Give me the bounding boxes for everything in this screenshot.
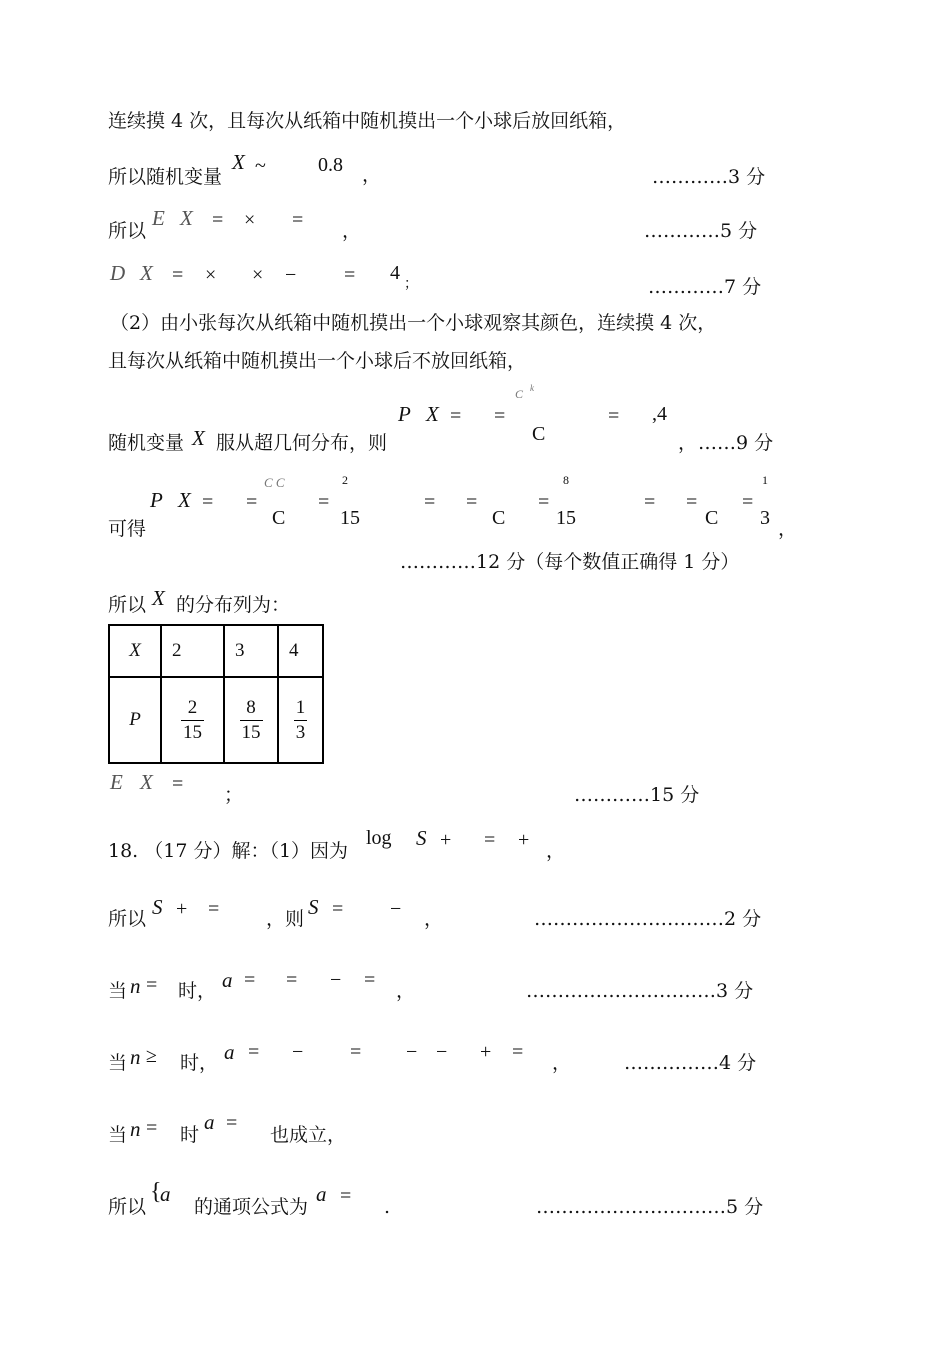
math-symbol: = <box>512 1041 524 1063</box>
text-line: 当 <box>108 1052 128 1074</box>
math-symbol: = <box>292 209 304 231</box>
score-mark: ……………4 分 <box>624 1052 757 1074</box>
math-symbol: = <box>212 209 224 231</box>
math-symbol: − <box>330 969 342 991</box>
table-cell: 4 <box>278 625 323 677</box>
math-var: X <box>232 150 245 174</box>
score-mark: …………12 分（每个数值正确得 1 分） <box>400 551 740 573</box>
math-var: X <box>140 770 153 794</box>
math-var: S <box>416 826 427 850</box>
math-symbol: = <box>644 491 656 513</box>
math-symbol: = <box>608 405 620 427</box>
math-symbol: = <box>226 1112 238 1134</box>
math-symbol: + <box>440 829 452 851</box>
text-punct: ， <box>546 840 566 862</box>
text-punct: ， <box>396 980 416 1002</box>
math-var: D <box>110 261 126 285</box>
math-symbol: = <box>332 898 344 920</box>
text-line: 且每次从纸箱中随机摸出一个小球后不放回纸箱， <box>108 350 527 372</box>
math-var: S <box>308 895 319 919</box>
text-line: （2）由小张每次从纸箱中随机摸出一个小球观察其颜色，连续摸 4 次， <box>110 312 717 334</box>
text-line: 所以随机变量 <box>108 166 223 188</box>
text-line: 时， <box>180 1052 219 1074</box>
math-symbol: − <box>292 1041 304 1063</box>
score-mark: …………15 分 <box>574 784 700 806</box>
math-symbol: = <box>450 405 462 427</box>
math-symbol: − <box>390 898 402 920</box>
text-line: 随机变量 <box>108 432 185 454</box>
score-mark: …………7 分 <box>648 276 762 298</box>
math-symbol: = <box>244 969 256 991</box>
math-number: 1 <box>762 473 768 487</box>
table-header-cell: X <box>109 625 161 677</box>
text-punct: ； <box>404 276 418 292</box>
math-symbol: = <box>318 491 330 513</box>
text-line: 时， <box>178 980 217 1002</box>
score-mark: …………………………3 分 <box>526 980 754 1002</box>
math-symbol: = <box>424 491 436 513</box>
math-symbol: = <box>202 491 214 513</box>
math-symbol: − <box>285 264 297 286</box>
score-mark: …………3 分 <box>652 166 766 188</box>
text-line: ，则 <box>266 908 305 930</box>
math-var: n <box>130 1045 141 1069</box>
math-var: X <box>426 402 439 426</box>
math-var: C <box>515 387 524 401</box>
math-symbol: = <box>686 491 698 513</box>
math-symbol: = <box>494 405 506 427</box>
text-line: 时 <box>180 1124 200 1146</box>
text-line: 所以 <box>108 594 147 616</box>
table-cell <box>224 677 278 763</box>
fraction <box>294 696 308 745</box>
text-line: 连续摸 4 次，且每次从纸箱中随机摸出一个小球后放回纸箱， <box>108 110 627 132</box>
math-symbol: = <box>246 491 258 513</box>
fraction-numerator: 8 <box>240 696 263 721</box>
math-function: log <box>366 827 392 849</box>
math-var: C <box>532 423 546 445</box>
fraction-denominator: 15 <box>183 721 202 743</box>
math-symbol: ≥ <box>146 1045 157 1067</box>
text-line: 所以 <box>108 908 147 930</box>
math-number: 8 <box>563 473 569 487</box>
fraction-denominator: 3 <box>295 721 306 743</box>
text-line: 当 <box>108 1124 128 1146</box>
math-symbol: = <box>466 491 478 513</box>
math-symbol: × <box>252 264 264 286</box>
math-var: P <box>398 402 411 426</box>
math-symbol: = <box>248 1041 260 1063</box>
table-cell: 3 <box>224 625 278 677</box>
table-header-cell: P <box>109 677 161 763</box>
math-index: k <box>530 383 534 393</box>
math-number: 4 <box>390 262 400 284</box>
table-cell <box>278 677 323 763</box>
score-mark: …………………………2 分 <box>534 908 762 930</box>
math-number: 2 <box>342 473 348 487</box>
text-line: 18. （17 分）解：（1）因为 <box>108 840 349 862</box>
math-var: C <box>492 507 506 529</box>
math-number: 15 <box>340 507 360 529</box>
math-var: n <box>130 1117 141 1141</box>
math-symbol: − <box>406 1041 418 1063</box>
math-var: a <box>224 1040 235 1064</box>
math-var: C <box>272 507 286 529</box>
math-number: ,4 <box>652 403 667 425</box>
table-row <box>109 677 323 763</box>
math-var: X <box>152 586 165 610</box>
text-line: 的分布列为： <box>176 594 291 616</box>
text-punct: ； <box>224 784 244 806</box>
table-cell <box>161 677 224 763</box>
fraction-numerator: 1 <box>294 696 308 721</box>
text-punct: ， <box>362 164 382 186</box>
math-symbol: = <box>344 264 356 286</box>
text-punct: ， <box>424 908 444 930</box>
math-var: E <box>110 770 123 794</box>
math-symbol: = <box>340 1185 352 1207</box>
text-line: 服从超几何分布，则 <box>216 432 388 454</box>
text-line: 的通项公式为 <box>194 1196 309 1218</box>
math-symbol: + <box>480 1041 492 1063</box>
text-line: 可得 <box>108 518 147 540</box>
fraction <box>181 696 204 745</box>
math-var: P <box>150 488 163 512</box>
text-punct: ， <box>678 432 698 454</box>
math-var: n <box>130 974 141 998</box>
distribution-table <box>108 624 324 764</box>
math-symbol: = <box>146 1117 158 1139</box>
math-symbol: × <box>205 264 217 286</box>
math-symbol: − <box>436 1041 448 1063</box>
text-punct: . <box>384 1196 391 1218</box>
math-var: X <box>178 488 191 512</box>
math-symbol: = <box>742 491 754 513</box>
math-number: 3 <box>760 507 770 529</box>
math-var: X <box>192 426 205 450</box>
table-cell: 2 <box>161 625 224 677</box>
math-symbol: = <box>364 969 376 991</box>
math-var: C <box>705 507 719 529</box>
text-punct: ， <box>552 1052 572 1074</box>
table-row <box>109 625 323 677</box>
math-symbol: + <box>518 829 530 851</box>
math-var: a <box>204 1110 215 1134</box>
math-var: a <box>316 1182 327 1206</box>
text-line: 所以 <box>108 1196 147 1218</box>
math-symbol: = <box>172 773 184 795</box>
math-symbol: = <box>350 1041 362 1063</box>
math-number: 0.8 <box>318 154 343 176</box>
math-symbol: = <box>538 491 550 513</box>
math-number: 15 <box>556 507 576 529</box>
math-var: S <box>152 895 163 919</box>
math-var: E <box>152 206 165 230</box>
text-punct: ， <box>778 518 798 540</box>
math-symbol: + <box>176 898 188 920</box>
score-mark: …………………………5 分 <box>536 1196 764 1218</box>
math-symbol: = <box>146 974 158 996</box>
fraction-numerator: 2 <box>181 696 204 721</box>
score-mark: …………5 分 <box>644 220 758 242</box>
math-symbol: = <box>172 264 184 286</box>
math-var: X <box>180 206 193 230</box>
text-punct: ， <box>342 220 362 242</box>
math-var: X <box>140 261 153 285</box>
fraction <box>240 696 263 745</box>
text-line: 也成立， <box>270 1124 347 1146</box>
math-symbol: = <box>208 898 220 920</box>
math-symbol: × <box>244 209 256 231</box>
math-var: a <box>222 968 233 992</box>
fraction-denominator: 15 <box>241 721 261 743</box>
math-symbol: = <box>286 969 298 991</box>
text-line: 所以 <box>108 220 147 242</box>
text-line: 当 <box>108 980 128 1002</box>
math-symbol: ~ <box>255 155 266 177</box>
math-symbol: = <box>484 829 496 851</box>
math-var: a <box>160 1182 171 1206</box>
math-var: C C <box>264 475 285 490</box>
math-symbol: { <box>150 1179 162 1205</box>
score-mark: ……9 分 <box>698 432 774 454</box>
